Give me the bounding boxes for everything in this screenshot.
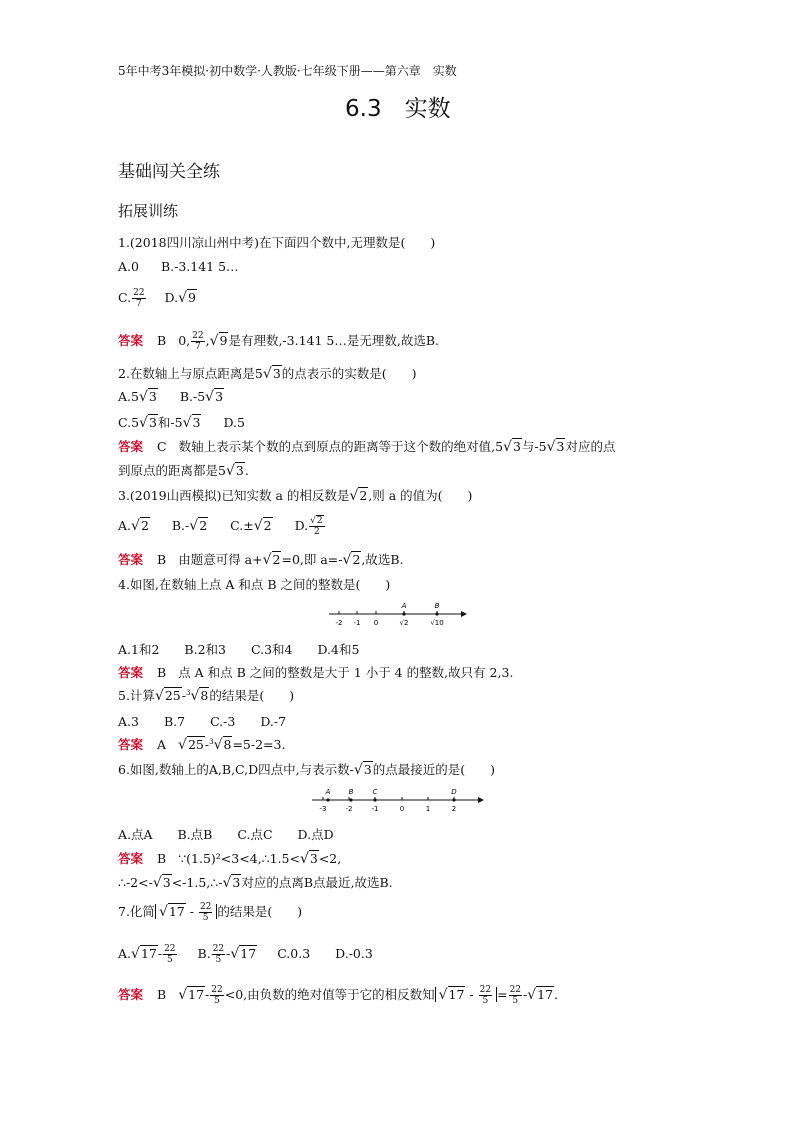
radical: √3	[546, 439, 565, 455]
radical: √2	[262, 552, 281, 568]
q2-option-c: 和-5	[157, 415, 183, 430]
q3-option-b: B.-	[171, 518, 190, 533]
stem-text: 的结果是( )	[209, 688, 295, 703]
answer-text: .	[244, 463, 249, 478]
q6-answer-line2	[118, 873, 393, 891]
radical: √3	[262, 366, 281, 382]
radical: √2	[349, 488, 368, 504]
fraction: $\frac{22}{5}$	[212, 944, 225, 965]
answer-label: 答案	[118, 333, 144, 348]
stem-text: 5.计算	[118, 688, 155, 703]
minus-sign: -	[465, 987, 478, 1002]
q7-options: A.√17- $\frac{22}{5}$ B. $\frac{22}{5}$ -√17 C.0.3 D.-0.3	[118, 944, 373, 965]
radical: √9	[209, 333, 228, 349]
q5-options: A.3 B.7 C.-3 D.-7	[118, 714, 287, 729]
q3-option-d: D.	[294, 518, 309, 533]
answer-choice: B	[157, 552, 167, 567]
tick-label: -1	[353, 619, 361, 627]
q2-stem	[118, 364, 417, 382]
answer-text: 数轴上表示某个数的点到原点的距离等于这个数的绝对值,5	[178, 439, 504, 454]
answer-text: =0,即 a=-	[281, 552, 343, 567]
point-label: D	[451, 788, 457, 796]
point	[452, 798, 455, 801]
tick-label: -3	[319, 805, 327, 813]
point	[402, 612, 405, 615]
q2-options-cd	[118, 413, 245, 431]
q1-option-d: D.	[164, 290, 179, 305]
q1-options-ab	[118, 259, 239, 274]
page-title: 6.3 实数	[345, 96, 451, 122]
stem-text: 的结果是( )	[217, 904, 303, 919]
axis-arrow	[478, 797, 484, 803]
point	[326, 798, 329, 801]
fraction: $\frac{22}{5}$	[199, 902, 212, 923]
radical: √17	[438, 987, 465, 1003]
radical: √17	[527, 987, 554, 1003]
q1-stem: 1.(2018四川凉山州中考)在下面四个数中,无理数是( )	[118, 235, 436, 250]
q2-answer-line2	[118, 461, 249, 479]
stem-text: 的点表示的实数是( )	[281, 366, 417, 381]
stem-text: 2.在数轴上与原点距离是5	[118, 366, 263, 381]
q1-option-b: B.-3.141 5…	[160, 259, 239, 274]
fraction: $\frac{22}{5}$	[164, 944, 176, 965]
answer-text: 点 A 和点 B 之间的整数是大于 1 小于 4 的整数,故只有 2,3.	[178, 665, 514, 680]
answer-text: <2,	[318, 851, 342, 866]
q2-option-c: C.5	[118, 415, 140, 430]
subsection-heading: 拓展训练	[118, 202, 179, 220]
q1-options-cd	[118, 288, 197, 309]
q4-number-line	[325, 598, 470, 628]
q2-option-b: B.-5	[179, 389, 206, 404]
q5-stem	[118, 686, 294, 704]
answer-text: ,	[205, 333, 210, 348]
q4-options: A.1和2 B.2和3 C.3和4 D.4和5	[118, 642, 360, 657]
radical: √8	[213, 737, 232, 753]
fraction: $\frac{22}{5}$	[211, 985, 223, 1006]
point	[349, 798, 352, 801]
answer-choice: C	[157, 439, 167, 454]
q5-answer	[118, 735, 285, 753]
radical: √17	[230, 946, 257, 962]
stem-text: ,则 a 的值为( )	[368, 488, 473, 503]
answer-label: 答案	[118, 665, 144, 680]
radical: √3	[353, 762, 372, 778]
answer-choice: B	[157, 851, 167, 866]
point-label: C	[372, 788, 378, 796]
q6-answer-line1	[118, 849, 341, 867]
q2-options-ab	[118, 389, 224, 405]
fraction: $\frac{22}{5}$	[509, 985, 522, 1006]
answer-text: =5-2=3.	[232, 737, 286, 752]
answer-text: 是有理数,-3.141 5…是无理数,故选B.	[228, 333, 439, 348]
tick-label: √2	[399, 619, 409, 627]
radical: √3	[222, 875, 241, 891]
radical: √3	[182, 415, 201, 431]
q3-options	[118, 516, 326, 537]
running-header: 5年中考3年模拟·初中数学·人教版·七年级下册——第六章 实数	[118, 64, 457, 78]
stem-text: -	[181, 688, 186, 703]
answer-choice: B	[157, 665, 167, 680]
q1-option-a: A.0	[118, 259, 139, 274]
answer-text: 由题意可得 a+	[178, 552, 263, 567]
radical: √2	[131, 518, 149, 534]
radical: √3	[205, 389, 224, 405]
fraction: $\frac{22}{5}$	[479, 985, 492, 1006]
axis-arrow	[461, 611, 467, 617]
radical: √17	[131, 946, 157, 962]
answer-choice: B	[157, 333, 167, 348]
answer-choice: B	[157, 987, 167, 1002]
answer-label: 答案	[118, 987, 144, 1002]
answer-text: 到原点的距离都是5	[118, 463, 226, 478]
point-label: B	[348, 788, 354, 796]
answer-text: 对应的点离B点最近,故选B.	[241, 875, 393, 890]
answer-label: 答案	[118, 737, 144, 752]
stem-text: 7.化简	[118, 904, 155, 919]
answer-text: -	[204, 737, 210, 752]
q7-stem	[118, 902, 302, 923]
q6-options: A.点A B.点B C.点C D.点D	[118, 827, 334, 842]
minus-sign: -	[185, 904, 198, 919]
section-heading: 基础闯关全练	[118, 162, 220, 182]
root-index: 3	[209, 737, 214, 746]
tick-label: -2	[335, 619, 343, 627]
q1-option-c: C.	[118, 290, 132, 305]
q2-option-d: D.5	[223, 415, 245, 430]
radical: √2	[253, 518, 272, 534]
radical: √25	[154, 688, 181, 704]
tick-label: 0	[399, 805, 405, 813]
answer-text: 0,	[178, 333, 191, 348]
radical: √2	[342, 552, 361, 568]
answer-text: ,故选B.	[361, 552, 404, 567]
q2-option-a: A.5	[118, 389, 139, 404]
q4-stem: 4.如图,在数轴上点 A 和点 B 之间的整数是( )	[118, 577, 391, 592]
radical: √2	[310, 516, 323, 526]
q1-answer	[118, 331, 439, 352]
q3-answer	[118, 550, 404, 568]
root-index: 3	[186, 688, 191, 697]
answer-label: 答案	[118, 851, 144, 866]
stem-text: 3.(2019山西模拟)已知实数 a 的相反数是	[118, 488, 350, 503]
answer-text: =	[497, 987, 508, 1002]
answer-text: .	[554, 987, 559, 1002]
tick-label: -2	[345, 805, 353, 813]
point	[373, 798, 376, 801]
radical: √3	[299, 851, 318, 867]
answer-label: 答案	[118, 439, 144, 454]
q6-number-line	[308, 784, 488, 814]
point	[435, 612, 438, 615]
q2-answer-line1	[118, 437, 615, 455]
fraction: $\frac{22}{7}$	[192, 331, 204, 352]
q3-stem	[118, 486, 472, 504]
stem-text: 的点最接近的是( )	[372, 762, 496, 777]
radical: √17	[178, 987, 205, 1003]
radical: √3	[152, 875, 171, 891]
tick-label: 2	[451, 805, 457, 813]
q3-option-c: C.±	[230, 518, 254, 533]
radical: √8	[190, 688, 209, 704]
fraction: $\frac{22}{7}$	[133, 288, 145, 309]
radical: √3	[503, 439, 521, 455]
point-label: A	[325, 788, 331, 796]
point-label: A	[401, 602, 407, 610]
tick-label: -1	[371, 805, 379, 813]
answer-text: <-1.5,∴-	[171, 875, 223, 890]
q6-stem	[118, 760, 495, 778]
tick-label: 0	[373, 619, 379, 627]
fraction: $\frac{√2}{2}$	[310, 516, 323, 537]
q7-answer: 答案 B √17- $\frac{22}{5}$ <0,由负数的绝对值等于它的相反数知 √17 - $\frac{22}{5}$ = $\frac{22}{5}$ -√17.	[118, 985, 559, 1006]
tick-label: √10	[430, 619, 444, 627]
tick-label: 1	[425, 805, 431, 813]
radical: √3	[138, 389, 157, 405]
answer-text: ∴-2<-	[118, 875, 153, 890]
q4-answer	[118, 663, 513, 681]
radical: √9	[178, 290, 196, 306]
absolute-value	[435, 985, 497, 1006]
radical: √3	[225, 463, 244, 479]
radical: √2	[189, 518, 208, 534]
answer-choice: A	[157, 737, 167, 752]
answer-text: 对应的点	[565, 439, 616, 454]
absolute-value	[155, 902, 217, 923]
stem-text: 6.如图,数轴上的A,B,C,D四点中,与表示数-	[118, 762, 354, 777]
q7-option-a: A.	[118, 946, 132, 961]
answer-text: ∵(1.5)²<3<4,∴1.5<	[178, 851, 300, 866]
answer-text: 与-5	[521, 439, 547, 454]
radical: √3	[139, 415, 157, 431]
answer-label: 答案	[118, 552, 144, 567]
q3-option-a: A.	[118, 518, 132, 533]
radical: √25	[178, 737, 204, 753]
point-label: B	[434, 602, 440, 610]
radical: √17	[158, 904, 185, 920]
answer-text: <0,由负数的绝对值等于它的相反数知	[224, 987, 435, 1002]
q7-option-b: B.	[197, 946, 211, 961]
q7-options-cd: C.0.3 D.-0.3	[277, 946, 373, 961]
